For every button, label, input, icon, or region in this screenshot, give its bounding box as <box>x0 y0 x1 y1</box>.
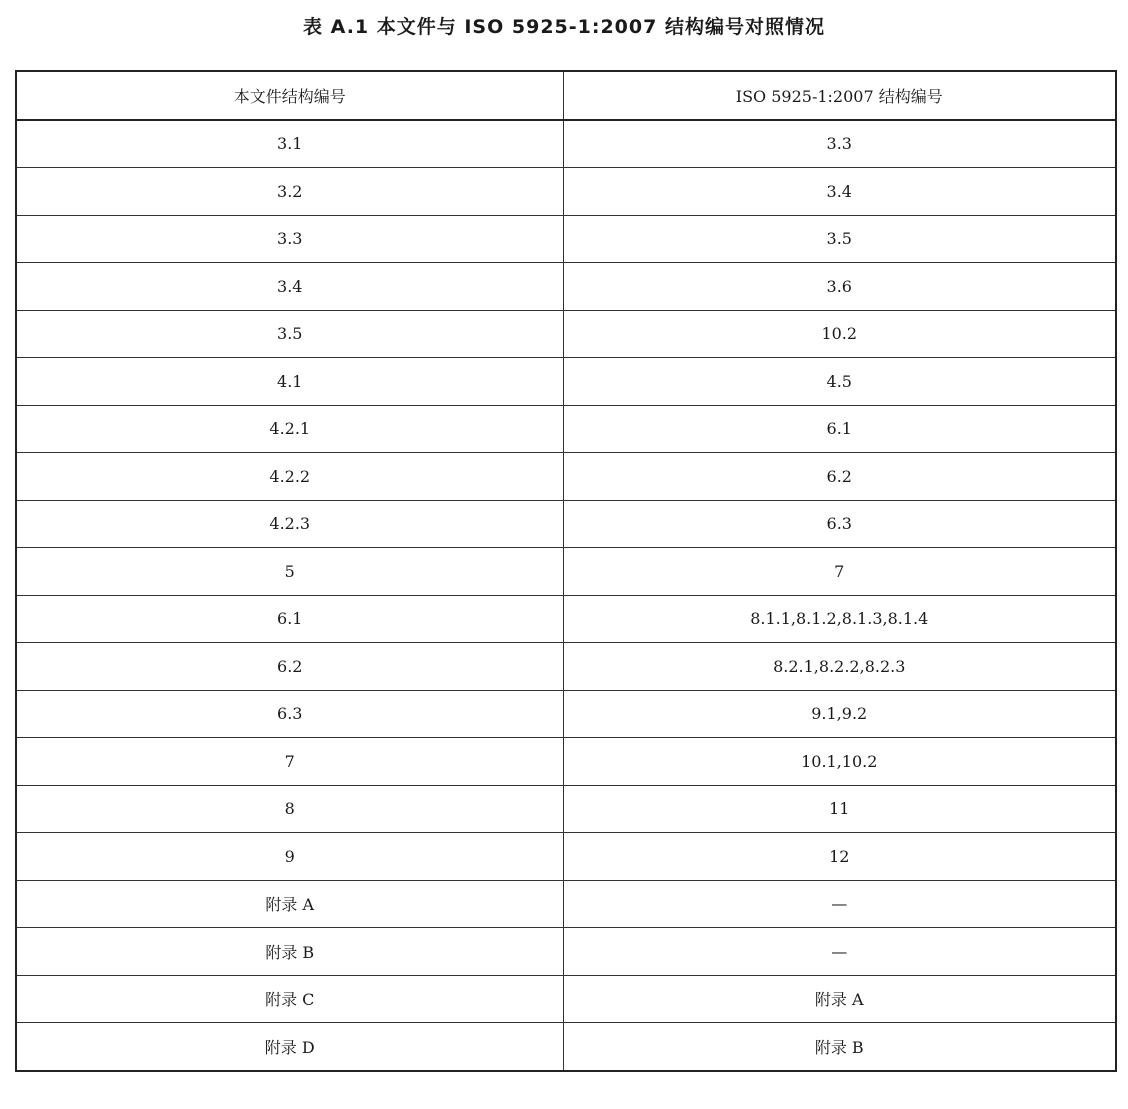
cell-iso-number: 3.4 <box>563 168 1116 216</box>
cell-this-document-number: 7 <box>16 738 563 786</box>
table-row <box>16 1023 1116 1071</box>
cell-iso-number: 6.1 <box>563 405 1116 453</box>
cell-iso-number: 3.3 <box>563 120 1116 168</box>
table-row <box>16 215 1116 263</box>
table-container <box>15 70 1115 1072</box>
cell-this-document-number: 9 <box>16 833 563 881</box>
table-row <box>16 120 1116 168</box>
cell-this-document-number: 附录 C <box>16 975 563 1023</box>
cell-this-document-number: 附录 B <box>16 928 563 976</box>
cell-iso-number: 3.6 <box>563 263 1116 311</box>
cell-iso-number: 6.2 <box>563 453 1116 501</box>
cell-this-document-number: 附录 A <box>16 880 563 928</box>
cell-iso-number: 10.1,10.2 <box>563 738 1116 786</box>
column-header-this-document: 本文件结构编号 <box>16 71 563 120</box>
cell-this-document-number: 3.5 <box>16 310 563 358</box>
cell-iso-number: 附录 B <box>563 1023 1116 1071</box>
cell-this-document-number: 3.4 <box>16 263 563 311</box>
cell-iso-number: 4.5 <box>563 358 1116 406</box>
table-row <box>16 263 1116 311</box>
table-row <box>16 548 1116 596</box>
cell-iso-number: 3.5 <box>563 215 1116 263</box>
cell-this-document-number: 3.1 <box>16 120 563 168</box>
cell-this-document-number: 5 <box>16 548 563 596</box>
table-body <box>16 120 1116 1071</box>
table-title: 表 A.1 本文件与 ISO 5925-1:2007 结构编号对照情况 <box>303 16 825 38</box>
cell-iso-number: 7 <box>563 548 1116 596</box>
table-row <box>16 643 1116 691</box>
cell-iso-number: 附录 A <box>563 975 1116 1023</box>
cell-iso-number: 11 <box>563 785 1116 833</box>
cell-this-document-number: 4.2.2 <box>16 453 563 501</box>
table-row <box>16 738 1116 786</box>
table-row <box>16 975 1116 1023</box>
cell-this-document-number: 3.2 <box>16 168 563 216</box>
cell-this-document-number: 8 <box>16 785 563 833</box>
table-row <box>16 310 1116 358</box>
table-row <box>16 880 1116 928</box>
cell-iso-number: 9.1,9.2 <box>563 690 1116 738</box>
cell-iso-number: — <box>563 880 1116 928</box>
cell-this-document-number: 4.2.1 <box>16 405 563 453</box>
cell-iso-number: 6.3 <box>563 500 1116 548</box>
cell-iso-number: 8.1.1,8.1.2,8.1.3,8.1.4 <box>563 595 1116 643</box>
cell-iso-number: 8.2.1,8.2.2,8.2.3 <box>563 643 1116 691</box>
structure-comparison-table <box>15 70 1117 1072</box>
table-row <box>16 453 1116 501</box>
cell-iso-number: 10.2 <box>563 310 1116 358</box>
table-row <box>16 358 1116 406</box>
table-row <box>16 690 1116 738</box>
table-row <box>16 928 1116 976</box>
cell-this-document-number: 6.3 <box>16 690 563 738</box>
cell-this-document-number: 3.3 <box>16 215 563 263</box>
cell-this-document-number: 6.2 <box>16 643 563 691</box>
cell-this-document-number: 4.2.3 <box>16 500 563 548</box>
column-header-iso: ISO 5925-1:2007 结构编号 <box>563 71 1116 120</box>
table-row <box>16 833 1116 881</box>
cell-this-document-number: 附录 D <box>16 1023 563 1071</box>
table-row <box>16 785 1116 833</box>
table-row <box>16 595 1116 643</box>
cell-iso-number: — <box>563 928 1116 976</box>
table-header-row <box>16 71 1116 120</box>
cell-this-document-number: 6.1 <box>16 595 563 643</box>
table-row <box>16 168 1116 216</box>
table-row <box>16 405 1116 453</box>
cell-this-document-number: 4.1 <box>16 358 563 406</box>
cell-iso-number: 12 <box>563 833 1116 881</box>
table-row <box>16 500 1116 548</box>
